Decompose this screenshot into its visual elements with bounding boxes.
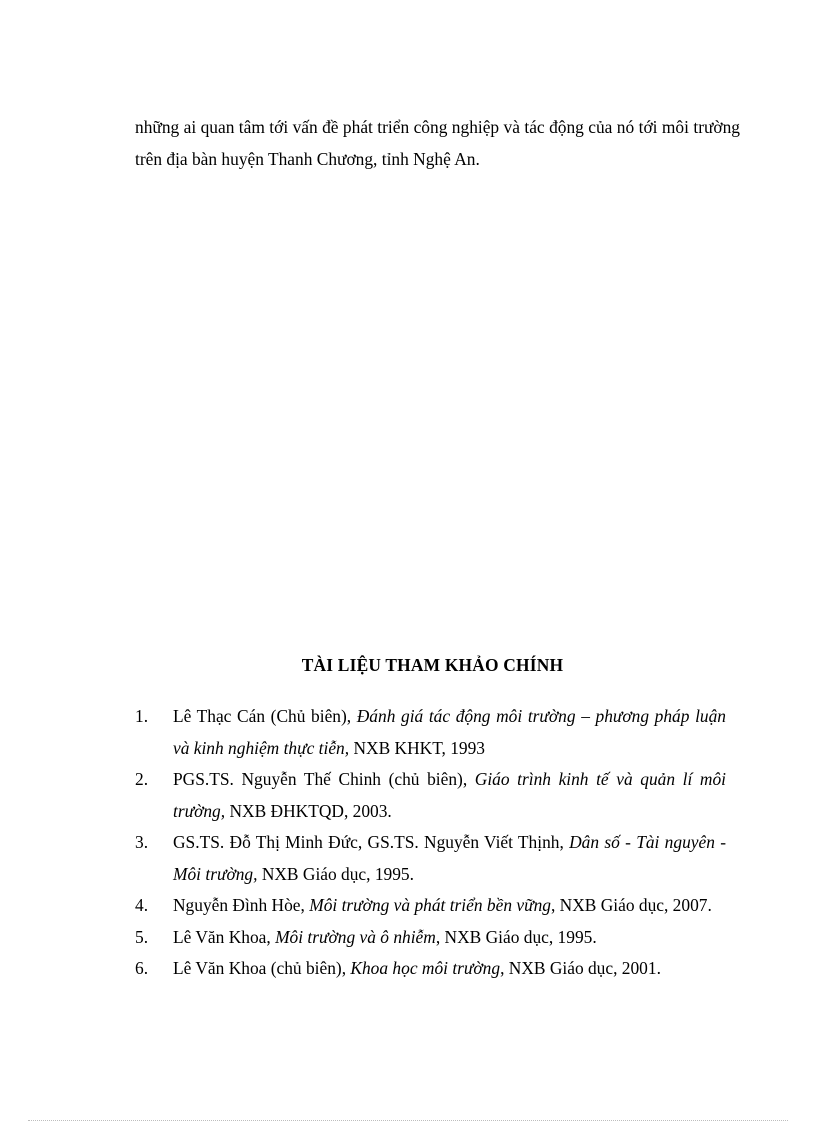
- reference-item: [135, 922, 726, 954]
- reference-item: [135, 701, 726, 764]
- reference-publisher: NXB Giáo dục, 1995.: [257, 863, 414, 884]
- reference-author: Lê Thạc Cán (Chủ biên),: [173, 706, 357, 726]
- reference-author: Nguyễn Đình Hòe,: [173, 895, 310, 915]
- reference-number: 3.: [135, 832, 149, 852]
- reference-author: GS.TS. Đỗ Thị Minh Đức, GS.TS. Nguyễn Viết Thịnh,: [173, 832, 570, 852]
- references-heading: TÀI LIỆU THAM KHẢO CHÍNH: [301, 655, 564, 675]
- reference-text: [173, 958, 661, 978]
- reference-publisher: NXB ĐHKTQD, 2003.: [225, 800, 392, 821]
- reference-publisher: , NXB Giáo dục, 2001.: [500, 958, 661, 978]
- reference-item: [135, 827, 726, 890]
- reference-text: [173, 769, 726, 821]
- reference-publisher: , NXB Giáo dục, 2007.: [550, 895, 712, 915]
- reference-text: [173, 706, 726, 758]
- reference-number: 2.: [135, 769, 149, 789]
- reference-title: Môi trường và ô nhiễm: [275, 926, 436, 947]
- reference-text: [173, 832, 726, 884]
- reference-publisher: NXB KHKT, 1993: [349, 737, 486, 758]
- reference-number: 5.: [135, 926, 149, 947]
- reference-text: [173, 895, 712, 915]
- reference-publisher: , NXB Giáo dục, 1995.: [435, 926, 597, 947]
- reference-item: [135, 764, 726, 827]
- reference-number: 4.: [135, 895, 149, 915]
- reference-title: Dân số - Tài nguyên - Môi trường,: [173, 832, 726, 884]
- intro-paragraph: những ai quan tâm tới vấn đề phát triển công nghiệp và tác động của nó tới môi trường trên địa bàn huyện Thanh Chương, tỉnh Nghệ An.: [135, 117, 740, 169]
- reference-author: Lê Văn Khoa (chủ biên),: [173, 958, 351, 978]
- page-bottom-rule: [28, 1120, 788, 1121]
- reference-item: [135, 953, 726, 985]
- references-list: [135, 701, 726, 985]
- reference-title: Khoa học môi trường: [350, 958, 501, 978]
- reference-title: Đánh giá tác động môi trường – phương pháp luận và kinh nghiệm thực tiễn,: [173, 706, 726, 758]
- reference-author: PGS.TS. Nguyễn Thế Chinh (chủ biên),: [173, 769, 475, 789]
- reference-text: [173, 927, 597, 947]
- reference-number: 1.: [135, 706, 149, 726]
- reference-number: 6.: [135, 958, 149, 978]
- reference-author: Lê Văn Khoa,: [173, 926, 276, 947]
- reference-title: Môi trường và phát triển bền vững: [309, 895, 551, 915]
- reference-item: [135, 890, 726, 922]
- reference-title: Giáo trình kinh tế và quản lí môi trường,: [173, 769, 726, 821]
